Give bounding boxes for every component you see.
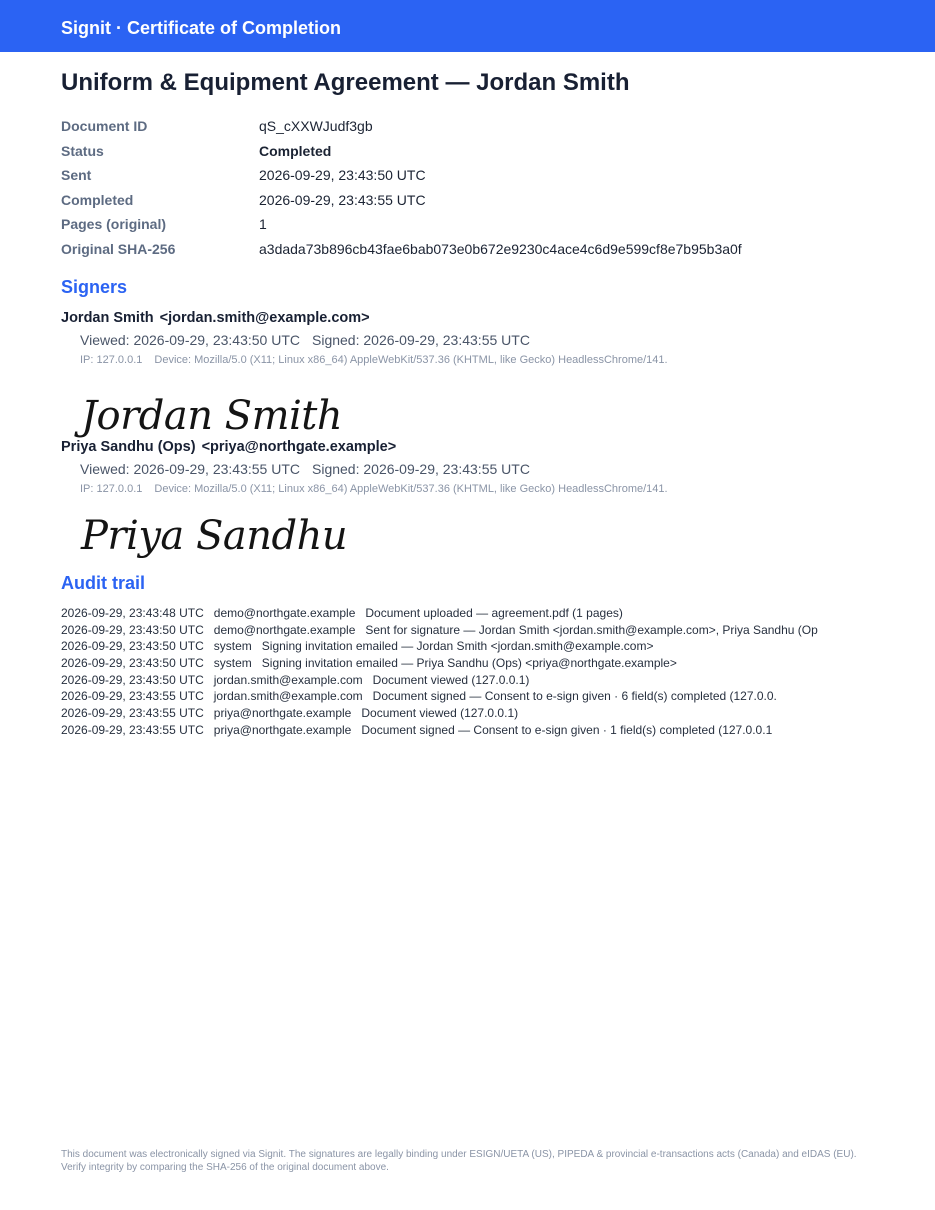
audit-time: 2026-09-29, 23:43:55 UTC [61,689,204,704]
audit-event: Document signed — Consent to e-sign given · 1 field(s) completed (127.0.0.1 [361,722,773,737]
meta-label: Original SHA-256 [61,240,176,257]
audit-trail-list [61,605,861,739]
audit-event: Document viewed (127.0.0.1) [372,672,530,687]
meta-value: 2026-09-29, 23:43:55 UTC [259,191,426,208]
audit-row [61,672,861,689]
signature-image: Jordan Smith [81,393,343,439]
audit-event: Signing invitation emailed — Jordan Smith <jordan.smith@example.com> [261,639,654,654]
meta-value: 2026-09-29, 23:43:50 UTC [259,167,426,183]
signer-ip: IP: 127.0.0.1 [80,483,143,495]
signer-timestamps [80,331,530,349]
audit-actor: system [213,656,252,671]
audit-actor: demo@northgate.example [213,622,356,637]
meta-label: Completed [61,191,134,208]
audit-row [61,655,861,672]
signer-card [61,438,881,568]
meta-label: Pages (original) [61,216,167,232]
meta-row-status [61,139,861,164]
meta-value: qS_cXXWJudf3gb [259,118,373,134]
signed-timestamp: Signed: 2026-09-29, 23:43:55 UTC [312,461,530,477]
meta-row-sent [61,163,861,188]
audit-actor: system [213,639,252,654]
meta-row-completed [61,188,861,213]
signer-ip: IP: 127.0.0.1 [80,354,143,366]
meta-label: Status [61,142,104,159]
audit-time: 2026-09-29, 23:43:48 UTC [61,606,204,620]
audit-time: 2026-09-29, 23:43:55 UTC [61,706,204,721]
signer-email: <jordan.smith@example.com> [159,310,370,326]
audit-actor: priya@northgate.example [213,706,352,721]
legal-footer: This document was electronically signed via Signit. The signatures are legally binding under ESIGN/UETA (US), PIPEDA & provincial e-transactions acts (Canada) and eIDAS (EU). Verify integrity by comparing the SHA-256 of the original document above. [61,1149,857,1173]
signers-heading: Signers [61,277,128,297]
meta-row-pages [61,212,861,237]
audit-actor: jordan.smith@example.com [213,689,363,704]
meta-row-sha256 [61,237,861,262]
signer-device: Device: Mozilla/5.0 (X11; Linux x86_64) AppleWebKit/537.36 (KHTML, like Gecko) HeadlessChrome/141. [154,483,668,495]
signer-identity [61,438,396,456]
sha256-value: a3dada73b896cb43fae6bab073e0b672e9230c4ace4c6d9e599cf8e7b95b3a0f [259,240,742,257]
signer-device-info [80,482,668,496]
audit-time: 2026-09-29, 23:43:50 UTC [61,622,204,637]
audit-time: 2026-09-29, 23:43:50 UTC [61,639,204,654]
audit-row [61,705,861,722]
document-meta-table [61,114,861,261]
audit-row [61,622,861,639]
meta-row-document-id [61,114,861,139]
meta-value: 1 [259,216,267,232]
audit-actor: priya@northgate.example [213,722,352,737]
signer-name: Jordan Smith [61,310,154,326]
signer-identity [61,309,370,327]
signer-email: <priya@northgate.example> [201,439,397,455]
signer-device-info [80,353,668,367]
audit-event: Sent for signature — Jordan Smith <jordan.smith@example.com>, Priya Sandhu (Op [365,622,818,637]
viewed-timestamp: Viewed: 2026-09-29, 23:43:50 UTC [80,332,300,348]
signer-name: Priya Sandhu (Ops) [61,439,196,455]
header-bar [0,0,935,52]
audit-event: Document signed — Consent to e-sign given · 6 field(s) completed (127.0.0. [372,689,777,704]
audit-trail-heading: Audit trail [61,573,145,593]
signature-image: Priya Sandhu [81,513,348,559]
audit-time: 2026-09-29, 23:43:50 UTC [61,656,204,671]
audit-row [61,605,861,622]
audit-event: Document uploaded — agreement.pdf (1 pages) [365,606,623,620]
signed-timestamp: Signed: 2026-09-29, 23:43:55 UTC [312,332,530,348]
meta-label: Document ID [61,118,148,134]
audit-time: 2026-09-29, 23:43:50 UTC [61,672,204,687]
audit-time: 2026-09-29, 23:43:55 UTC [61,722,204,737]
signer-card [61,309,881,439]
signer-timestamps [80,460,530,478]
audit-event: Document viewed (127.0.0.1) [361,706,519,721]
meta-label: Sent [61,167,92,183]
audit-row [61,722,861,739]
audit-actor: demo@northgate.example [213,606,356,620]
document-title: Uniform & Equipment Agreement — Jordan Smith [61,69,630,96]
header-title: Signit · Certificate of Completion [61,18,342,38]
status-value: Completed [259,142,332,159]
viewed-timestamp: Viewed: 2026-09-29, 23:43:55 UTC [80,461,300,477]
signer-device: Device: Mozilla/5.0 (X11; Linux x86_64) AppleWebKit/537.36 (KHTML, like Gecko) HeadlessChrome/141. [154,354,668,366]
audit-actor: jordan.smith@example.com [213,672,363,687]
audit-row [61,688,861,705]
audit-event: Signing invitation emailed — Priya Sandhu (Ops) <priya@northgate.example> [261,656,677,671]
audit-row [61,638,861,655]
